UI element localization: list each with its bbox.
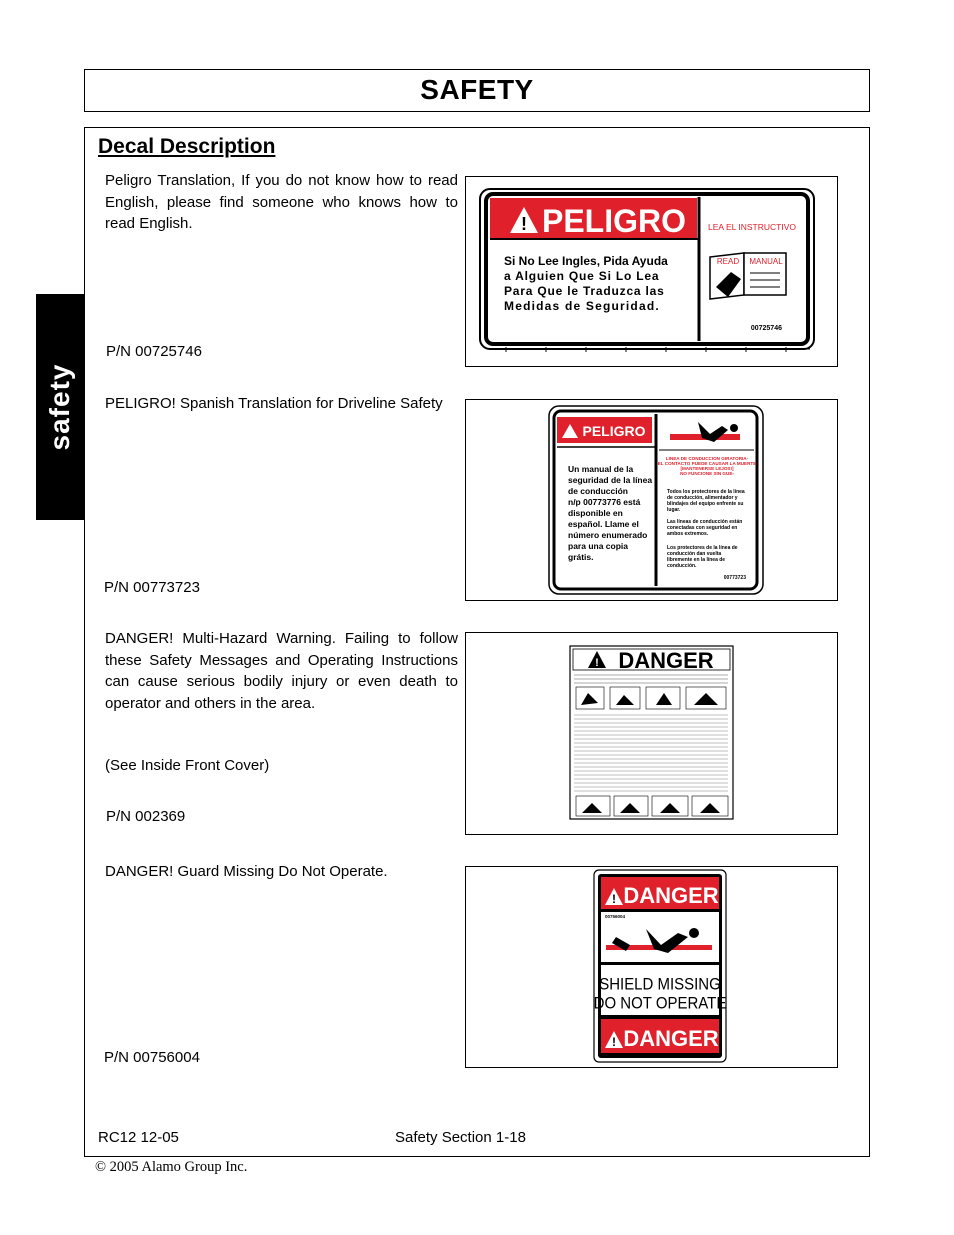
svg-text:a Alguien Que Si Lo Lea: a Alguien Que Si Lo Lea <box>504 269 660 283</box>
svg-text:00756004: 00756004 <box>605 914 626 919</box>
peligro-read-decal-graphic <box>466 177 837 366</box>
svg-text:LINEA DE CONDUCCION GIRATORIA-: LINEA DE CONDUCCION GIRATORIA- <box>665 456 749 461</box>
svg-text:español. Llame el: español. Llame el <box>568 519 639 529</box>
svg-text:!: ! <box>521 214 527 234</box>
svg-text:lugar.: lugar. <box>667 507 681 513</box>
svg-text:blindajes del equipo enfrente: blindajes del equipo enfrente su <box>667 501 744 507</box>
shield-missing-decal-graphic <box>466 867 837 1067</box>
decal-image-danger-multi-hazard <box>465 632 838 835</box>
svg-text:!: ! <box>595 657 599 669</box>
decal-part-number: P/N 00725746 <box>106 343 202 360</box>
svg-text:DANGER: DANGER <box>623 1026 719 1051</box>
svg-text:DO NOT OPERATE: DO NOT OPERATE <box>593 994 727 1013</box>
decal-image-peligro-driveline <box>465 399 838 601</box>
decal-part-number: P/N 00756004 <box>104 1049 200 1066</box>
danger-multi-hazard-decal-graphic <box>466 633 837 834</box>
svg-text:00773723: 00773723 <box>723 575 746 581</box>
peligro-driveline-decal-graphic <box>466 400 837 600</box>
svg-text:conectadas con seguridad en: conectadas con seguridad en <box>667 525 738 531</box>
footer-doc-id: RC12 12-05 <box>98 1129 179 1146</box>
decal-part-number: P/N 00773723 <box>104 579 200 596</box>
svg-text:de conducción, alimentador y: de conducción, alimentador y <box>667 495 738 501</box>
svg-text:conducción dan vuelta: conducción dan vuelta <box>667 551 722 557</box>
page-title: SAFETY <box>420 74 534 105</box>
svg-text:Para Que le Traduzca las: Para Que le Traduzca las <box>504 284 665 298</box>
svg-text:SHIELD MISSING: SHIELD MISSING <box>599 975 721 994</box>
svg-text:Un manual de la: Un manual de la <box>568 464 634 474</box>
svg-text:Todos los protectores de la lí: Todos los protectores de la línea <box>667 489 745 495</box>
svg-text:DANGER: DANGER <box>618 648 714 673</box>
book-icon <box>710 253 786 299</box>
svg-text:Medidas de Seguridad.: Medidas de Seguridad. <box>504 299 660 313</box>
decal-image-shield-missing <box>465 866 838 1068</box>
side-tab-label: safety <box>44 363 75 451</box>
svg-text:disponible en: disponible en <box>568 508 623 518</box>
svg-text:NO FUNCIONE SIN GUE-: NO FUNCIONE SIN GUE- <box>680 471 734 476</box>
svg-text:grátis.: grátis. <box>568 552 594 562</box>
svg-text:Las líneas de conducción están: Las líneas de conducción están <box>667 519 743 525</box>
svg-text:Si No Lee Ingles, Pida Ayuda: Si No Lee Ingles, Pida Ayuda <box>504 254 668 268</box>
svg-text:PELIGRO: PELIGRO <box>582 423 646 439</box>
side-label: LEA EL INSTRUCTIVO <box>707 222 797 232</box>
svg-text:seguridad de la línea: seguridad de la línea <box>568 475 653 485</box>
svg-text:libremente en la línea de: libremente en la línea de <box>667 557 726 563</box>
svg-text:número enumerado: número enumerado <box>568 530 648 540</box>
svg-text:READ: READ <box>716 257 740 266</box>
footer-page-label: Safety Section 1-18 <box>395 1129 526 1146</box>
decal-description: PELIGRO! Spanish Translation for Driveline Safety <box>105 395 443 412</box>
svg-text:DANGER: DANGER <box>623 883 719 908</box>
svg-text:!: ! <box>612 1035 616 1049</box>
decal-description: DANGER! Multi-Hazard Warning. Failing to follow these Safety Messages and Operating Instructions can cause serious bodily injury or even death to operator and others in the area. <box>105 630 458 713</box>
copyright: © 2005 Alamo Group Inc. <box>95 1159 248 1175</box>
svg-text:!: ! <box>612 892 616 906</box>
svg-text:de conducción: de conducción <box>568 486 628 496</box>
svg-text:Los protectores de la línea de: Los protectores de la línea de <box>667 545 738 551</box>
decal-part-number: P/N 002369 <box>106 808 186 825</box>
svg-text:n/p 00773776 está: n/p 00773776 está <box>568 497 641 507</box>
decal-description: Peligro Translation, If you do not know how to read English, please find someone who knows how to read English. <box>105 172 458 233</box>
svg-text:para una copia: para una copia <box>568 541 628 551</box>
svg-text:conducción.: conducción. <box>667 563 697 569</box>
svg-text:[MANTENERSE LEJOS!]: [MANTENERSE LEJOS!] <box>680 466 734 471</box>
section-title: Decal Description <box>98 135 276 158</box>
svg-text:MANUAL: MANUAL <box>749 257 783 266</box>
decal-note: (See Inside Front Cover) <box>105 757 270 774</box>
decal-description: DANGER! Guard Missing Do Not Operate. <box>105 863 388 880</box>
svg-text:ambos extremos.: ambos extremos. <box>667 531 709 537</box>
decal-image-peligro-read <box>465 176 838 367</box>
svg-text:00725746: 00725746 <box>750 325 782 332</box>
svg-text:EL CONTACTO PUEDE CAUSAR LA MU: EL CONTACTO PUEDE CAUSAR LA MUERTE <box>657 461 757 466</box>
peligro-banner: PELIGRO <box>541 203 687 239</box>
